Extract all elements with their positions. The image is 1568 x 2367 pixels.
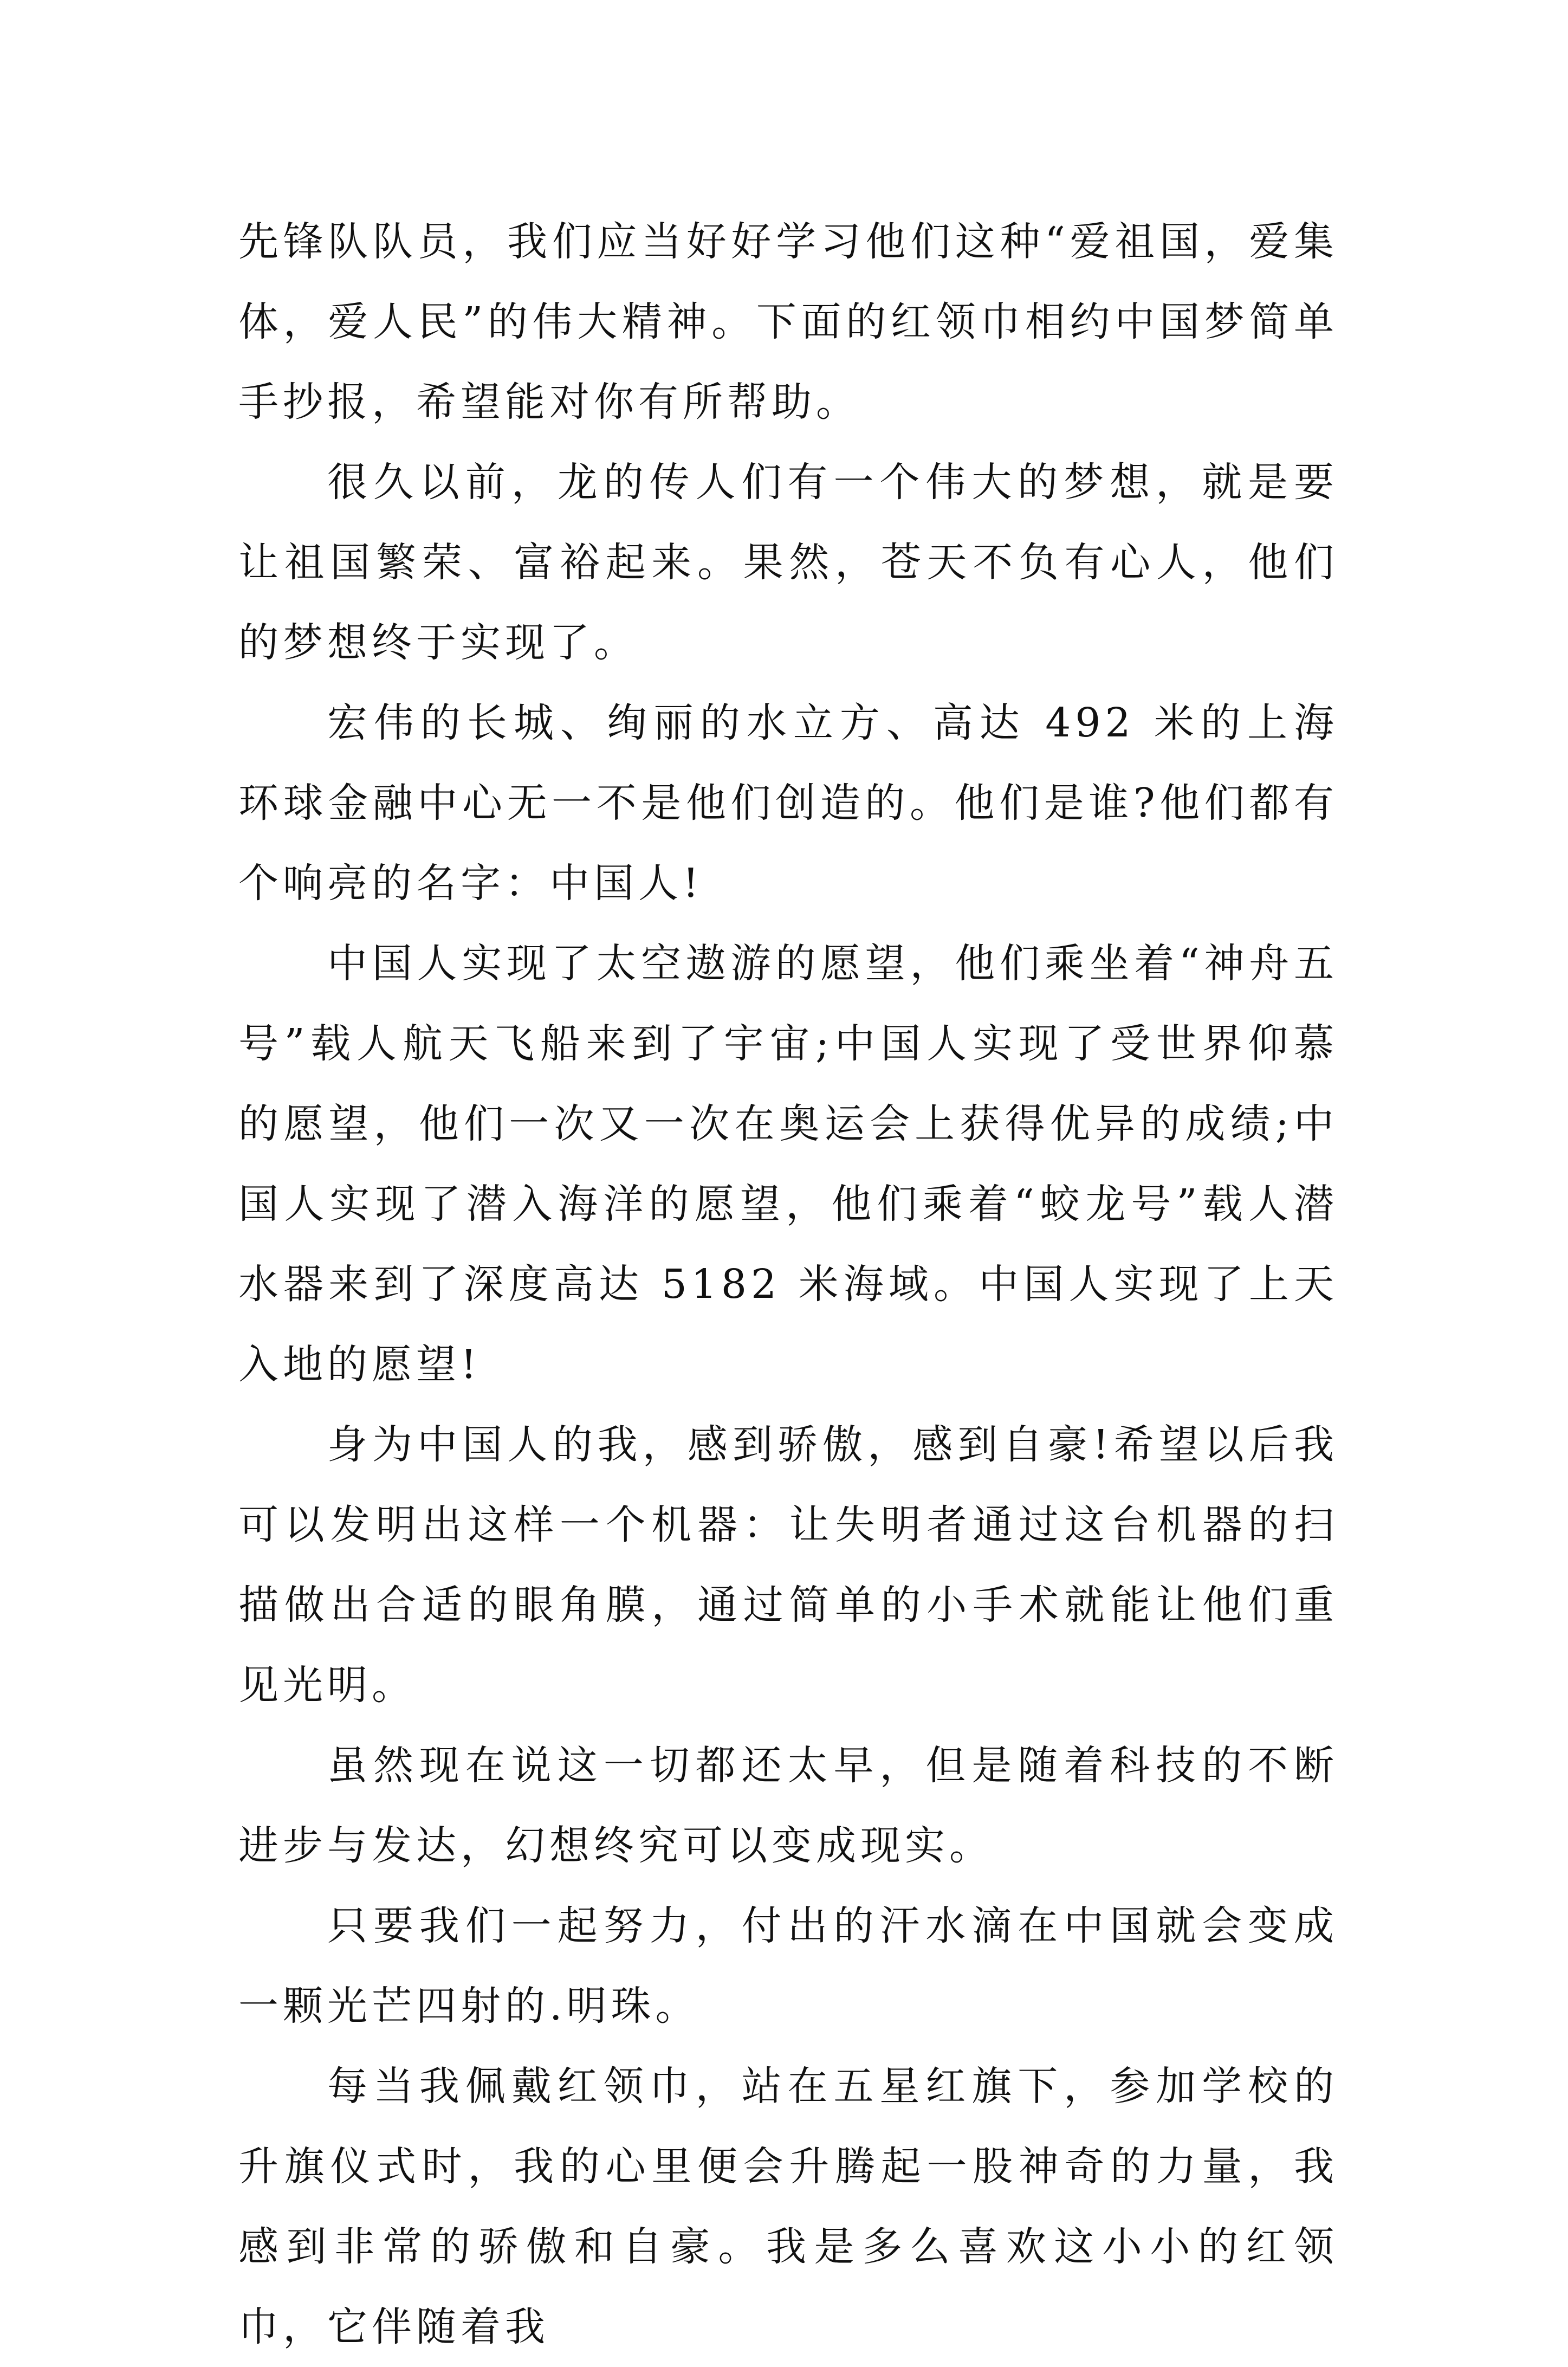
paragraph: 虽然现在说这一切都还太早，但是随着科技的不断进步与发达，幻想终究可以变成现实。 — [238, 1742, 1338, 1869]
document-body — [238, 202, 1338, 2367]
paragraph: 宏伟的长城、绚丽的水立方、高达 492 米的上海环球金融中心无一不是他们创造的。他们是谁?他们都有个响亮的名字：中国人! — [238, 700, 1338, 907]
paragraph: 每当我佩戴红领巾，站在五星红旗下，参加学校的升旗仪式时，我的心里便会升腾起一股神奇的力量，我感到非常的骄傲和自豪。我是多么喜欢这小小的红领巾，它伴随着我 — [238, 2063, 1338, 2350]
paragraph: 只要我们一起努力，付出的汗水滴在中国就会变成一颗光芒四射的.明珠。 — [238, 1903, 1338, 2029]
paragraph: 身为中国人的我，感到骄傲，感到自豪!希望以后我可以发明出这样一个机器：让失明者通过这台机器的扫描做出合适的眼角膜，通过简单的小手术就能让他们重见光明。 — [238, 1421, 1338, 1709]
paragraph: 很久以前，龙的传人们有一个伟大的梦想，就是要让祖国繁荣、富裕起来。果然，苍天不负有心人，他们的梦想终于实现了。 — [238, 459, 1338, 666]
paragraph: 中国人实现了太空遨游的愿望，他们乘坐着“神舟五号”载人航天飞船来到了宇宙;中国人实现了受世界仰慕的愿望，他们一次又一次在奥运会上获得优异的成绩;中国人实现了潜入海洋的愿望，他们乘着“蛟龙号”载人潜水器来到了深度高达 5182 米海域。中国人实现了上天入地的愿望! — [238, 940, 1338, 1388]
paragraph: 先锋队队员，我们应当好好学习他们这种“爱祖国，爱集体，爱人民”的伟大精神。下面的红领巾相约中国梦简单手抄报，希望能对你有所帮助。 — [238, 218, 1338, 425]
